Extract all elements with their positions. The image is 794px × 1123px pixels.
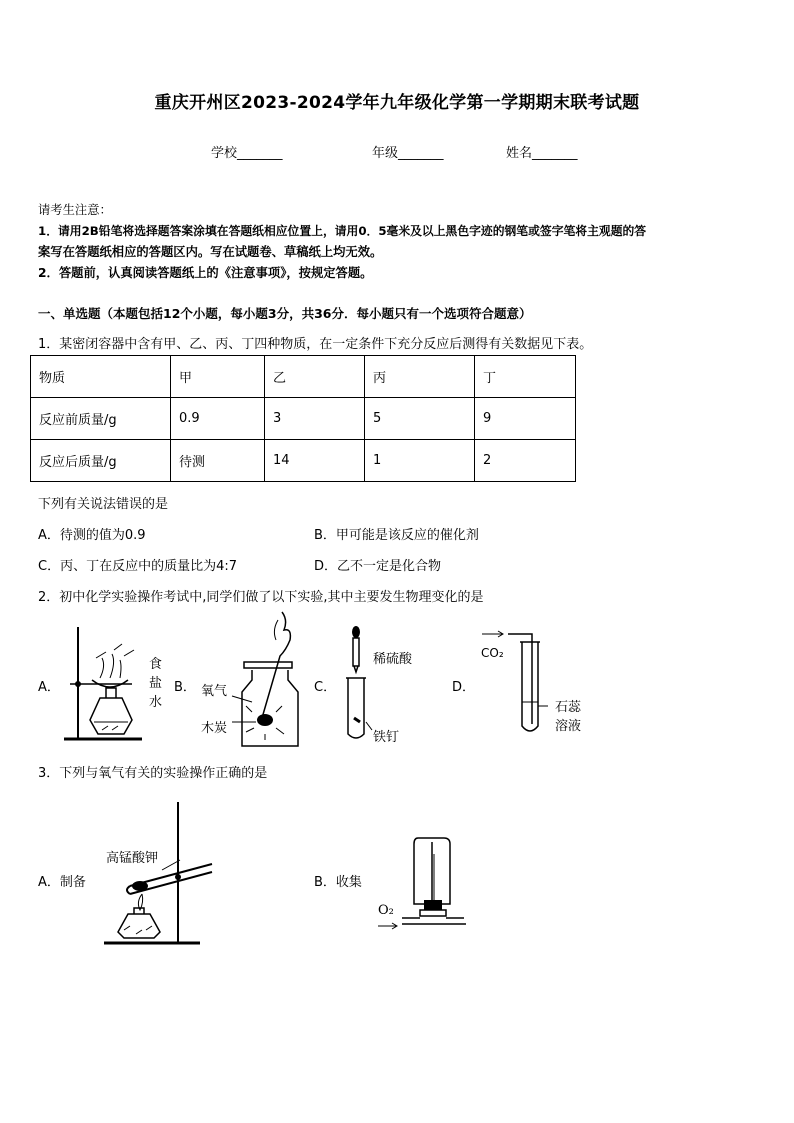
fig-d-litmus-label-1: 石蕊 <box>555 700 582 715</box>
q1-option-b: B．甲可能是该反应的催化剂 <box>314 528 479 543</box>
q1-option-d: D．乙不一定是化合物 <box>314 559 442 574</box>
fig-c-nail-label: 铁钉 <box>373 730 400 745</box>
fig-c-acid-label: 稀硫酸 <box>373 652 413 667</box>
page-title: 重庆开州区2023-2024学年九年级化学第一学期期末联考试题 <box>154 93 640 113</box>
section-heading: 一、单选题（本题包括12个小题，每小题3分，共36分．每小题只有一个选项符合题意） <box>38 306 532 321</box>
q3-option-a: A．制备 <box>38 875 86 890</box>
table-cell: 3 <box>265 398 365 440</box>
q2-label-b: B． <box>174 680 196 695</box>
notice-heading: 请考生注意： <box>38 203 112 217</box>
q2-stem: 2．初中化学实验操作考试中,同学们做了以下实验,其中主要发生物理变化的是 <box>38 590 484 605</box>
fig-d-co2-label: CO₂ <box>481 646 504 660</box>
notice-item1-line1: 1．请用2B铅笔将选择题答案涂填在答题纸相应位置上，请用0．5毫米及以上黑色字迹的钢笔或签字笔将主观题的答 <box>38 224 647 238</box>
table-cell: 待测 <box>171 440 265 482</box>
table-cell: 反应前质量/g <box>31 398 171 440</box>
q1-option-a: A．待测的值为0.9 <box>38 528 146 543</box>
table-cell: 5 <box>365 398 475 440</box>
q3-stem: 3．下列与氧气有关的实验操作正确的是 <box>38 766 268 781</box>
table-row <box>31 356 576 398</box>
fig-a-text-3: 水 <box>149 695 163 710</box>
q1-stem: 1．某密闭容器中含有甲、乙、丙、丁四种物质，在一定条件下充分反应后测得有关数据见下表。 <box>38 337 593 352</box>
table-row <box>31 398 576 440</box>
table-cell: 14 <box>265 440 365 482</box>
table-cell: 物质 <box>31 356 171 398</box>
table-cell: 0.9 <box>171 398 265 440</box>
table-cell: 2 <box>475 440 576 482</box>
notice-item2: 2．答题前，认真阅读答题纸上的《注意事项》，按规定答题。 <box>38 266 373 280</box>
grade-field: 年级_______ <box>372 146 444 161</box>
q3-option-b: B．收集 <box>314 875 362 890</box>
table-cell: 甲 <box>171 356 265 398</box>
school-field: 学校_______ <box>211 146 283 161</box>
table-cell: 丙 <box>365 356 475 398</box>
table-cell: 乙 <box>265 356 365 398</box>
fig-d-litmus-label-2: 溶液 <box>555 719 582 734</box>
q1-question: 下列有关说法错误的是 <box>38 497 169 512</box>
fig-b-charcoal-label: 木炭 <box>201 721 228 736</box>
notice-item1-line2: 案写在答题纸相应的答题区内。写在试题卷、草稿纸上均无效。 <box>38 245 383 259</box>
permanganate-heating-figure <box>100 798 220 950</box>
table-row <box>31 440 576 482</box>
fig-a-text-2: 盐 <box>149 676 163 691</box>
fig-a-text-1: 食 <box>149 657 163 672</box>
table-cell: 丁 <box>475 356 576 398</box>
fig-3b-o2-label: O₂ <box>378 903 394 918</box>
table-cell: 1 <box>365 440 475 482</box>
q1-option-c: C．丙、丁在反应中的质量比为4:7 <box>38 559 237 574</box>
q2-label-c: C． <box>314 680 337 695</box>
q1-table <box>30 355 576 482</box>
fig-3a-permanganate-label: 高锰酸钾 <box>106 851 159 866</box>
table-cell: 反应后质量/g <box>31 440 171 482</box>
co2-litmus-figure <box>478 628 548 740</box>
q2-label-a: A． <box>38 680 60 695</box>
fig-b-oxygen-label: 氧气 <box>201 684 228 699</box>
name-field: 姓名_______ <box>506 146 578 161</box>
table-cell: 9 <box>475 398 576 440</box>
oxygen-collection-figure <box>374 834 469 934</box>
q2-label-d: D． <box>452 680 476 695</box>
